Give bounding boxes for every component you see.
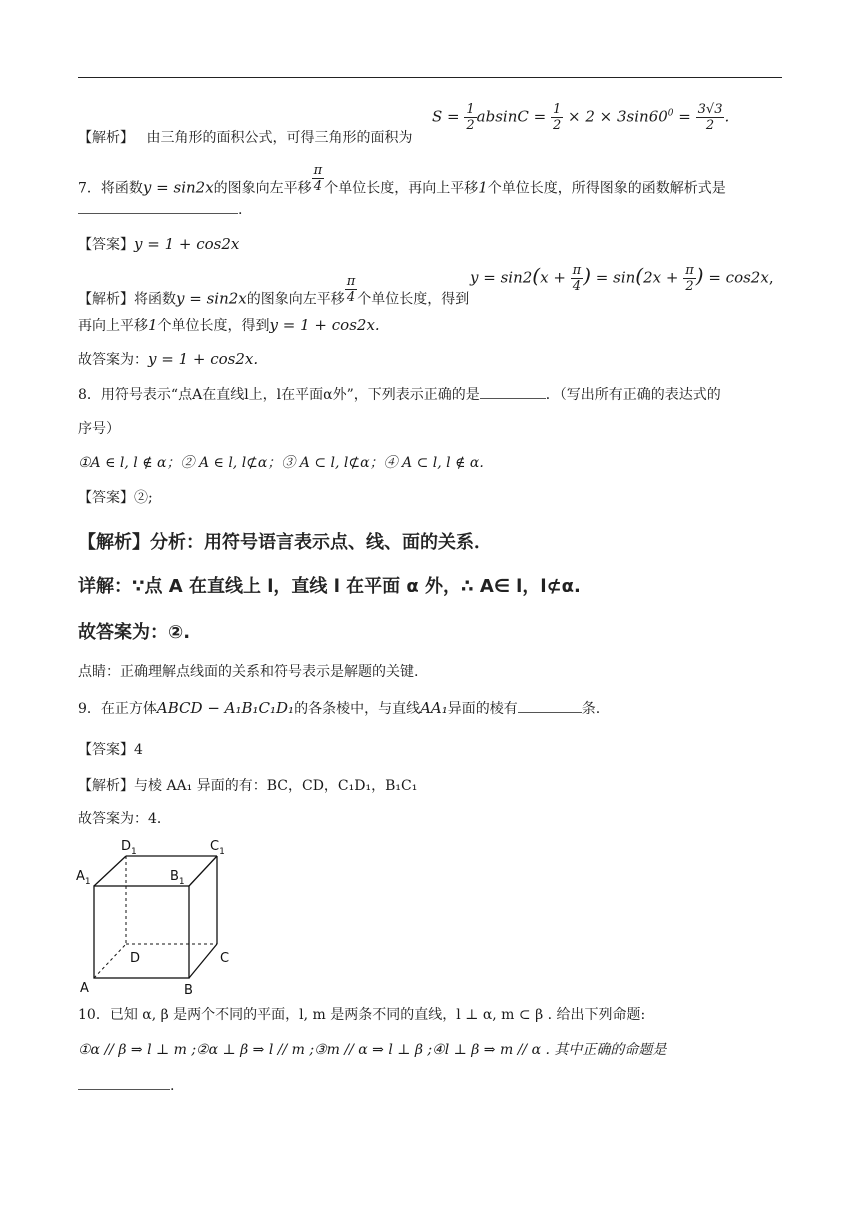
q7-answer: 【答案】y = 1 + cos2x [78,235,240,253]
answer-blank [518,712,582,713]
q9-answer: 【答案】4 [78,742,143,758]
edge-b1c1 [189,856,217,886]
q8-options: ①A ∈ l, l ∉ α；② A ∈ l, l⊄α；③ A ⊂ l, l⊄α；④ A ⊂ l, l ∉ α. [78,455,484,471]
label-a: A [80,981,89,996]
jiexi-tag: 【解析】 [78,130,134,146]
label-b1: $B_1$ [170,869,185,887]
q6-area-formula: S = $\frac{1}{2}$ absinC = $\frac{1}{2}$ × $2 \times 3\sin 60^0$ = $\frac{3√3}{2}$ . [432,102,730,133]
q9-stem: 9．在正方体ABCD − A₁B₁C₁D₁的各条棱中，与直线AA₁异面的棱有 条. [78,699,601,717]
label-d: D [130,951,141,966]
answer-blank [480,398,546,399]
q10-props: ①α // β ⇒ l ⊥ m ;②α ⊥ β ⇒ l // m ;③m // α ⇒ l ⊥ β ;④l ⊥ β ⇒ m // α . 其中正确的命题是 [78,1042,667,1058]
answer-blank [78,1089,170,1090]
q10-blank: . [78,1076,174,1096]
q8-analysis-1: 【解析】分析：用符号语言表示点、线、面的关系． [78,532,492,553]
q7-stem: 7．将函数y = sin2x的图象向左平移 $\frac{\pi}{4}$ 个单位长度，再向上平移1个单位长度，所得图象的函数解析式是 [78,163,726,197]
q7-conclusion: 故答案为：y = 1 + cos2x. [78,350,259,368]
q8-dianjing: 点睛：正确理解点线面的关系和符号表示是解题的关键. [78,664,419,680]
edge-a1d1 [94,856,126,886]
label-d1: $D_1$ [121,839,137,857]
header-rule [78,77,782,78]
q10-stem: 10．已知 α, β 是两个不同的平面，l, m 是两条不同的直线，l ⊥ α, m ⊂ β . 给出下列命题: [78,1007,646,1023]
q7-jiexi-cont: 再向上平移1个单位长度，得到y = 1 + cos2x. [78,316,380,334]
q7-jiexi: 【解析】将函数y = sin2x的图象向左平移 $\frac{\pi}{4}$ 个单位长度，得到 [78,274,470,308]
label-c1: $C_1$ [210,839,225,857]
edge-ad-hidden [94,944,126,978]
answer-blank [78,213,238,214]
q8-stem: 8．用符号表示“点A在直线l上，l在平面α外”，下列表示正确的是 ．（写出所有正确的表达式的 [78,387,721,403]
cube-front-face [94,886,189,978]
q8-stem-line2: 序号） [78,421,120,437]
label-b: B [184,983,193,996]
q9-conclusion: 故答案为：4． [78,811,171,827]
q9-jiexi: 【解析】与棱 AA₁ 异面的有：BC，CD，C₁D₁，B₁C₁ [78,778,418,794]
q8-answer: 【答案】②; [78,490,153,506]
q6-jiexi [78,128,412,148]
cube-diagram [74,836,244,996]
q8-analysis-2: 详解：∵点 A 在直线上 l，直线 l 在平面 α 外，∴ A∈ l，l⊄α. [78,576,581,597]
q7-jiexi-result: y = sin2(x + $\frac{\pi}{4}$ ) = sin(2x + $\frac{\pi}{2}$ ) = cos2x, [470,263,774,294]
edge-bc [189,944,217,978]
label-c: C [220,951,230,966]
q8-analysis-3: 故答案为：②. [78,622,191,643]
jiexi-text: 由三角形的面积公式，可得三角形的面积为 [146,130,413,146]
label-a1: $A_1$ [76,869,91,887]
q7-blank: . [78,200,242,220]
